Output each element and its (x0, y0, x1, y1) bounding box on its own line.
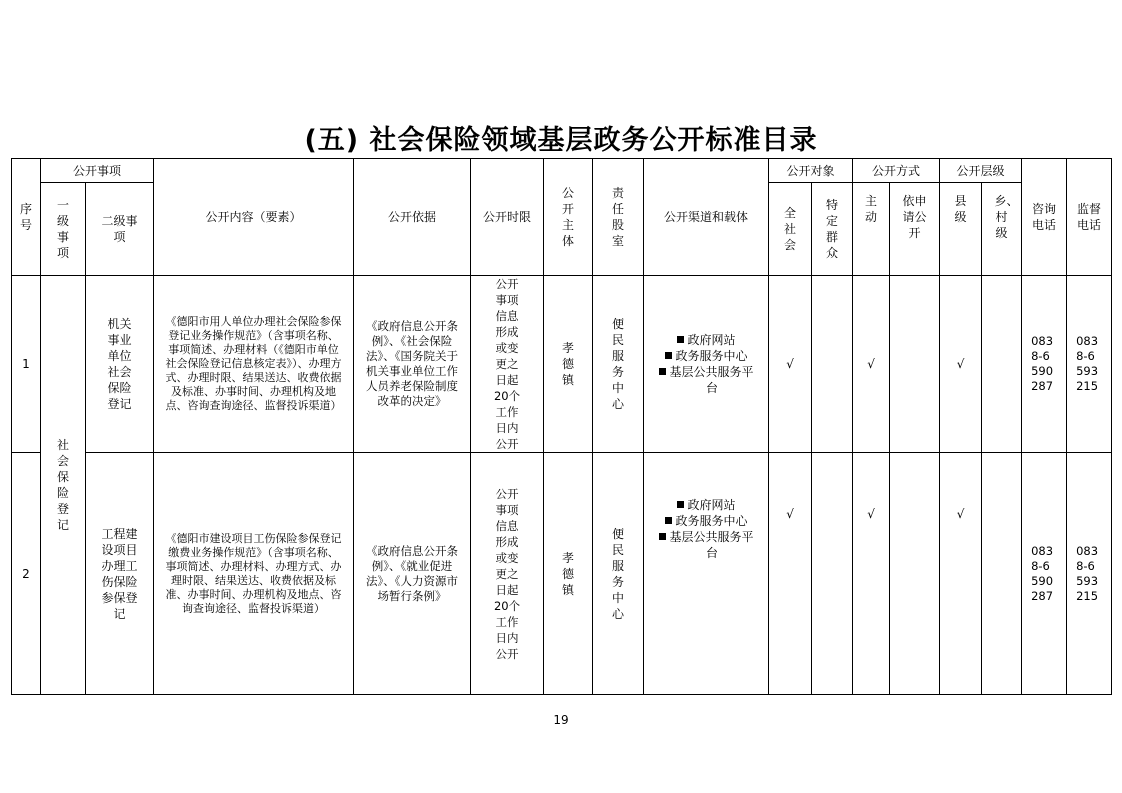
row-time-limit: 公开事项信息形成或变更之日起20个工作日内公开 (471, 453, 544, 695)
header-time-limit: 公开时限 (471, 159, 544, 276)
disclosure-table (11, 158, 1112, 695)
header-subject: 公开主体 (544, 159, 593, 276)
row-dept: 便民服务中心 (593, 276, 644, 453)
header-public-items: 公开事项 (41, 159, 154, 183)
row-method-request (890, 276, 940, 453)
row-seq: 2 (12, 453, 41, 695)
row-subject: 孝德镇 (544, 453, 593, 695)
row-consult-phone: 0838-6590287 (1022, 276, 1067, 453)
header-method-request: 依申请公开 (890, 183, 940, 276)
row-level-county: √ (940, 276, 982, 453)
row-level-town (982, 453, 1022, 695)
level1-item: 社会保险登记 (41, 276, 86, 695)
row-level-town (982, 276, 1022, 453)
page-number: 19 (553, 713, 569, 727)
row-consult-phone: 0838-6590287 (1022, 453, 1067, 695)
bullet-square-icon (659, 533, 666, 540)
header-consult-phone: 咨询电话 (1022, 159, 1067, 276)
header-content: 公开内容（要素） (154, 159, 354, 276)
channel-item-continued: 台 (706, 381, 719, 395)
row-subject: 孝德镇 (544, 276, 593, 453)
row-target-specific (812, 453, 853, 695)
bullet-square-icon (677, 336, 684, 343)
row-supervise-phone: 0838-6593215 (1067, 453, 1112, 695)
header-target-specific: 特定群众 (812, 183, 853, 276)
channel-item: 基层公共服务平 (644, 364, 768, 380)
table-row (12, 453, 1112, 695)
header-seq: 序号 (12, 159, 41, 276)
header-method: 公开方式 (853, 159, 940, 183)
channel-item: 政府网站 (644, 332, 768, 348)
row-basis: 《政府信息公开条例》、《社会保险法》、《国务院关于机关事业单位工作人员养老保险制度改革的决定》 (354, 276, 471, 453)
channel-item: 基层公共服务平 (644, 529, 768, 545)
header-channels: 公开渠道和载体 (644, 159, 769, 276)
header-supervise-phone: 监督电话 (1067, 159, 1112, 276)
channel-item: 政务服务中心 (644, 513, 768, 529)
header-level: 公开层级 (940, 159, 1022, 183)
row-target-all: √ (769, 453, 812, 695)
row-supervise-phone: 0838-6593215 (1067, 276, 1112, 453)
header-level-town: 乡、村级 (982, 183, 1022, 276)
page-title: (五) 社会保险领域基层政务公开标准目录 (304, 125, 818, 156)
header-level-county: 县级 (940, 183, 982, 276)
header-level1: 一级事项 (41, 183, 86, 276)
header-method-active: 主动 (853, 183, 890, 276)
row-method-active: √ (853, 453, 890, 695)
header-target-all: 全社会 (769, 183, 812, 276)
row-dept: 便民服务中心 (593, 453, 644, 695)
row-channels (644, 276, 769, 453)
header-target: 公开对象 (769, 159, 853, 183)
row-basis: 《政府信息公开条例》、《就业促进法》、《人力资源市场暂行条例》 (354, 453, 471, 695)
row-target-all: √ (769, 276, 812, 453)
row-seq: 1 (12, 276, 41, 453)
row-level-county: √ (940, 453, 982, 695)
bullet-square-icon (677, 501, 684, 508)
row-method-request (890, 453, 940, 695)
header-basis: 公开依据 (354, 159, 471, 276)
header-dept: 责任股室 (593, 159, 644, 276)
bullet-square-icon (659, 368, 666, 375)
header-level2: 二级事项 (86, 183, 154, 276)
row-level2: 机关事业单位社会保险登记 (86, 276, 154, 453)
channel-item: 政府网站 (644, 497, 768, 513)
channel-item-continued: 台 (706, 546, 719, 560)
row-content: 《德阳市用人单位办理社会保险参保登记业务操作规范》（含事项名称、事项简述、办理材料（《德阳市单位社会保险登记信息核定表》）、办理方式、办理时限、结果送达、收费依据及标准、办事时间、办理机构及地点、咨询查询途径、监督投诉渠道） (154, 276, 354, 453)
row-time-limit: 公开事项信息形成或变更之日起20个工作日内公开 (471, 276, 544, 453)
row-target-specific (812, 276, 853, 453)
row-level2: 工程建设项目办理工伤保险参保登记 (86, 453, 154, 695)
row-content: 《德阳市建设项目工伤保险参保登记缴费业务操作规范》（含事项名称、事项简述、办理材料、办理方式、办理时限、结果送达、收费依据及标准、办事时间、办理机构及地点、咨询查询途径、监督投诉渠道） (154, 453, 354, 695)
channel-item: 政务服务中心 (644, 348, 768, 364)
table-row (12, 276, 1112, 453)
row-method-active: √ (853, 276, 890, 453)
row-channels (644, 453, 769, 695)
bullet-square-icon (665, 352, 672, 359)
bullet-square-icon (665, 517, 672, 524)
